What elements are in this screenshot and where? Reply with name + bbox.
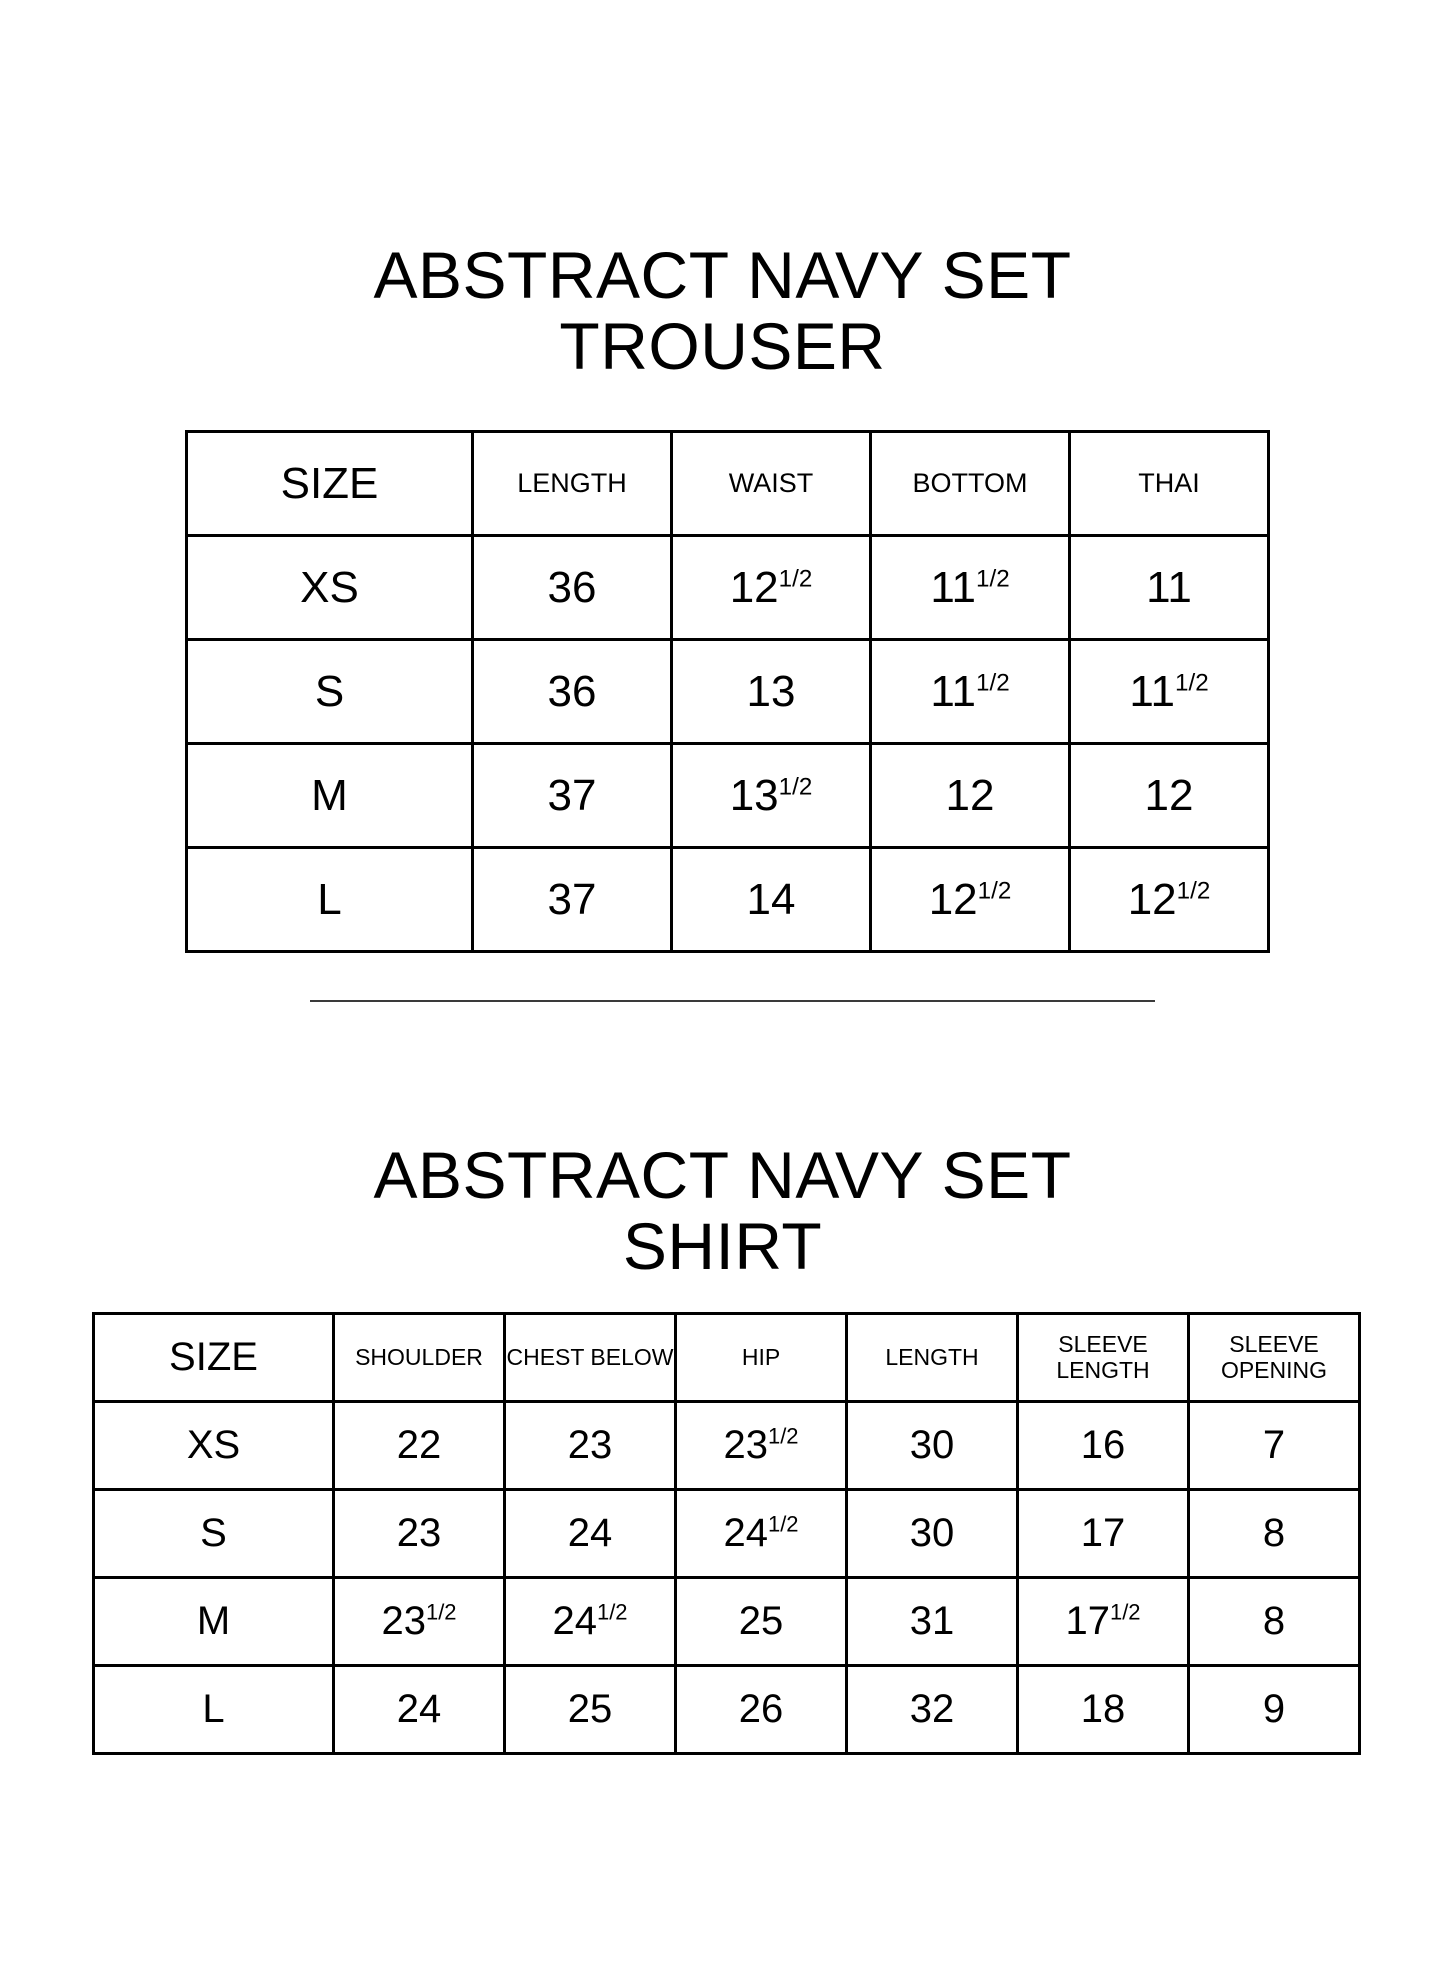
trouser-row-3-thai: $12^{1/2}$ <box>1070 848 1269 952</box>
trouser-row-1-size: S <box>187 640 473 744</box>
shirt-header-shoulder: SHOULDER <box>334 1314 505 1402</box>
trouser-header-waist: WAIST <box>672 432 871 536</box>
shirt-header-chest-below: CHEST BELOW <box>505 1314 676 1402</box>
trouser-row-2-bottom: 12 <box>871 744 1070 848</box>
shirt-row-0-sleeve-opening: 7 <box>1189 1402 1360 1490</box>
shirt-row-2-size: M <box>94 1578 334 1666</box>
table-row <box>94 1578 1360 1666</box>
trouser-header-thai: THAI <box>1070 432 1269 536</box>
trouser-row-1-waist: 13 <box>672 640 871 744</box>
shirt-header-row <box>94 1314 1360 1402</box>
shirt-row-0-chest-below: 23 <box>505 1402 676 1490</box>
trouser-row-3-bottom: $12^{1/2}$ <box>871 848 1070 952</box>
shirt-row-3-hip: 26 <box>676 1666 847 1754</box>
table-row <box>187 536 1269 640</box>
shirt-row-3-size: L <box>94 1666 334 1754</box>
table-row <box>187 848 1269 952</box>
trouser-row-3-size: L <box>187 848 473 952</box>
trouser-row-0-waist: $12^{1/2}$ <box>672 536 871 640</box>
shirt-row-3-shoulder: 24 <box>334 1666 505 1754</box>
shirt-row-2-hip: 25 <box>676 1578 847 1666</box>
table-row <box>94 1666 1360 1754</box>
trouser-header-row <box>187 432 1269 536</box>
trouser-row-1-bottom: $11^{1/2}$ <box>871 640 1070 744</box>
trouser-header-length: LENGTH <box>473 432 672 536</box>
trouser-title <box>0 0 1445 383</box>
shirt-row-1-chest-below: 24 <box>505 1490 676 1578</box>
trouser-row-3-waist: 14 <box>672 848 871 952</box>
shirt-row-0-hip: $23^{1/2}$ <box>676 1402 847 1490</box>
shirt-row-3-length: 32 <box>847 1666 1018 1754</box>
trouser-row-0-bottom: $11^{1/2}$ <box>871 536 1070 640</box>
shirt-row-0-shoulder: 22 <box>334 1402 505 1490</box>
shirt-row-3-sleeve-length: 18 <box>1018 1666 1189 1754</box>
trouser-title-line1: ABSTRACT NAVY SET <box>373 238 1072 312</box>
shirt-title-line2: SHIRT <box>622 1209 823 1284</box>
shirt-title-line1: ABSTRACT NAVY SET <box>373 1138 1072 1212</box>
shirt-row-1-sleeve-opening: 8 <box>1189 1490 1360 1578</box>
shirt-row-1-sleeve-length: 17 <box>1018 1490 1189 1578</box>
shirt-row-0-length: 30 <box>847 1402 1018 1490</box>
shirt-row-2-length: 31 <box>847 1578 1018 1666</box>
shirt-row-3-sleeve-opening: 9 <box>1189 1666 1360 1754</box>
shirt-row-2-chest-below: $24^{1/2}$ <box>505 1578 676 1666</box>
trouser-section <box>0 0 1445 383</box>
shirt-row-2-sleeve-opening: 8 <box>1189 1578 1360 1666</box>
trouser-row-0-length: 36 <box>473 536 672 640</box>
shirt-header-size: SIZE <box>94 1314 334 1402</box>
shirt-row-3-chest-below: 25 <box>505 1666 676 1754</box>
shirt-size-table <box>92 1312 1361 1755</box>
trouser-row-3-length: 37 <box>473 848 672 952</box>
trouser-header-bottom: BOTTOM <box>871 432 1070 536</box>
table-row <box>94 1402 1360 1490</box>
shirt-title <box>0 1140 1445 1283</box>
trouser-size-table <box>185 430 1270 953</box>
table-row <box>187 640 1269 744</box>
shirt-row-2-shoulder: $23^{1/2}$ <box>334 1578 505 1666</box>
shirt-header-sleeve-opening: SLEEVE OPENING <box>1189 1314 1360 1402</box>
shirt-row-1-hip: $24^{1/2}$ <box>676 1490 847 1578</box>
shirt-header-length: LENGTH <box>847 1314 1018 1402</box>
shirt-row-1-size: S <box>94 1490 334 1578</box>
shirt-row-1-length: 30 <box>847 1490 1018 1578</box>
trouser-row-2-thai: 12 <box>1070 744 1269 848</box>
trouser-row-0-size: XS <box>187 536 473 640</box>
table-row <box>187 744 1269 848</box>
trouser-header-size: SIZE <box>187 432 473 536</box>
trouser-row-2-size: M <box>187 744 473 848</box>
table-row <box>94 1490 1360 1578</box>
trouser-row-2-waist: $13^{1/2}$ <box>672 744 871 848</box>
shirt-header-hip: HIP <box>676 1314 847 1402</box>
section-divider <box>310 1000 1155 1002</box>
shirt-row-2-sleeve-length: $17^{1/2}$ <box>1018 1578 1189 1666</box>
shirt-row-0-size: XS <box>94 1402 334 1490</box>
trouser-title-line2: TROUSER <box>559 309 886 384</box>
trouser-row-2-length: 37 <box>473 744 672 848</box>
trouser-row-1-thai: $11^{1/2}$ <box>1070 640 1269 744</box>
shirt-header-sleeve-length: SLEEVE LENGTH <box>1018 1314 1189 1402</box>
shirt-row-1-shoulder: 23 <box>334 1490 505 1578</box>
trouser-row-0-thai: 11 <box>1070 536 1269 640</box>
shirt-row-0-sleeve-length: 16 <box>1018 1402 1189 1490</box>
trouser-row-1-length: 36 <box>473 640 672 744</box>
